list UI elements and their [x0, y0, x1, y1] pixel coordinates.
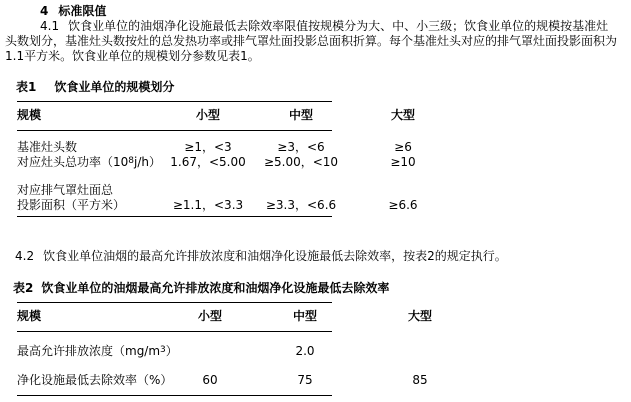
table1-header-large: 大型 — [390, 108, 415, 122]
table2-caption-label: 表2 — [13, 281, 34, 295]
row-label — [17, 155, 165, 170]
superscript: 8 — [128, 156, 135, 166]
row-label-unit: ） — [165, 344, 178, 358]
table1-caption-label: 表1 — [16, 80, 37, 94]
cell-medium: ≥3.3，<6.6 — [265, 198, 337, 212]
cell-large: ≥10 — [390, 155, 416, 169]
row-label-line2: 投影面积（平方米） — [17, 198, 126, 212]
cell-large: 85 — [412, 373, 428, 387]
table1-header-row — [17, 102, 455, 130]
table2-header-large: 大型 — [407, 309, 432, 323]
section-title: 标准限值 — [58, 4, 107, 18]
row-label-line1: 对应排气罩灶面总 — [17, 183, 114, 197]
table1-bottom-rule — [17, 216, 332, 217]
clause-4-1-number: 4.1 — [40, 19, 60, 33]
cell-small: ≥1.1，<3.3 — [172, 198, 244, 212]
table2-caption-title: 饮食业单位的油烟最高允许排放浓度和油烟净化设施最低去除效率 — [41, 281, 390, 295]
cell-small: ≥1，<3 — [184, 140, 232, 154]
table1-header-medium: 中型 — [288, 108, 313, 122]
table1 — [17, 101, 455, 217]
table1-caption-title: 饮食业单位的规模划分 — [54, 80, 175, 94]
clause-4-2-paragraph — [15, 249, 617, 264]
cell-small: 1.67，<5.00 — [170, 155, 246, 169]
row-label — [17, 344, 178, 359]
cell-large: ≥6 — [394, 140, 412, 154]
cell-small — [165, 344, 255, 359]
table1-row-stove-count — [17, 131, 455, 155]
table1-row-total-power — [17, 155, 455, 170]
table2-caption — [13, 281, 631, 296]
table2-header-medium: 中型 — [292, 309, 317, 323]
table1-header-small: 小型 — [195, 108, 220, 122]
row-label — [17, 183, 165, 213]
table2-header-small: 小型 — [197, 309, 222, 323]
table1-caption — [16, 80, 631, 95]
table2-header-scale: 规模 — [17, 309, 42, 323]
row-label-text: 最高允许排放浓度（mg/m — [17, 344, 161, 358]
table2-bottom-rule — [17, 395, 332, 396]
cell-medium: ≥3，<6 — [277, 140, 325, 154]
superscript: 3 — [160, 345, 166, 355]
table2 — [17, 302, 485, 396]
clause-4-2-text: 饮食业单位油烟的最高允许排放浓度和油烟净化设施最低去除效率，按表2的规定执行。 — [43, 249, 507, 263]
cell-medium: 2.0 — [295, 344, 315, 358]
table2-header-row — [17, 303, 485, 331]
cell-small: 60 — [202, 373, 218, 387]
row-label: 基准灶头数 — [17, 140, 78, 154]
cell-large: ≥6.6 — [388, 198, 418, 212]
clause-4-1-paragraph — [5, 19, 617, 64]
clause-4-1-text: 饮食业单位的油烟净化设施最低去除效率限值按规模分为大、中、小三级；饮食业单位的规模按基准灶头数划分，基准灶头数按灶的总发热功率或排气罩灶面投影总面积折算。每个基准灶头对应的排气罩灶面投影面积为1.1平方米。饮食业单位的规模划分参数见表1。 — [5, 19, 618, 63]
table1-row-hood-area — [17, 183, 455, 216]
clause-4-2-number: 4.2 — [15, 249, 35, 263]
table1-header-scale: 规模 — [17, 108, 42, 122]
row-label-text: 对应灶头总功率（10 — [17, 155, 129, 169]
cell-medium: ≥5.00，<10 — [263, 155, 339, 169]
section-heading — [40, 4, 631, 19]
row-label-unit: j/h） — [134, 155, 161, 169]
table2-row-max-concentration — [17, 332, 485, 359]
cell-medium: 75 — [297, 373, 313, 387]
row-label: 净化设施最低去除效率（%） — [17, 373, 173, 387]
section-number: 4 — [40, 4, 49, 18]
table2-row-min-removal-efficiency — [17, 373, 485, 395]
cell-large — [355, 344, 485, 359]
